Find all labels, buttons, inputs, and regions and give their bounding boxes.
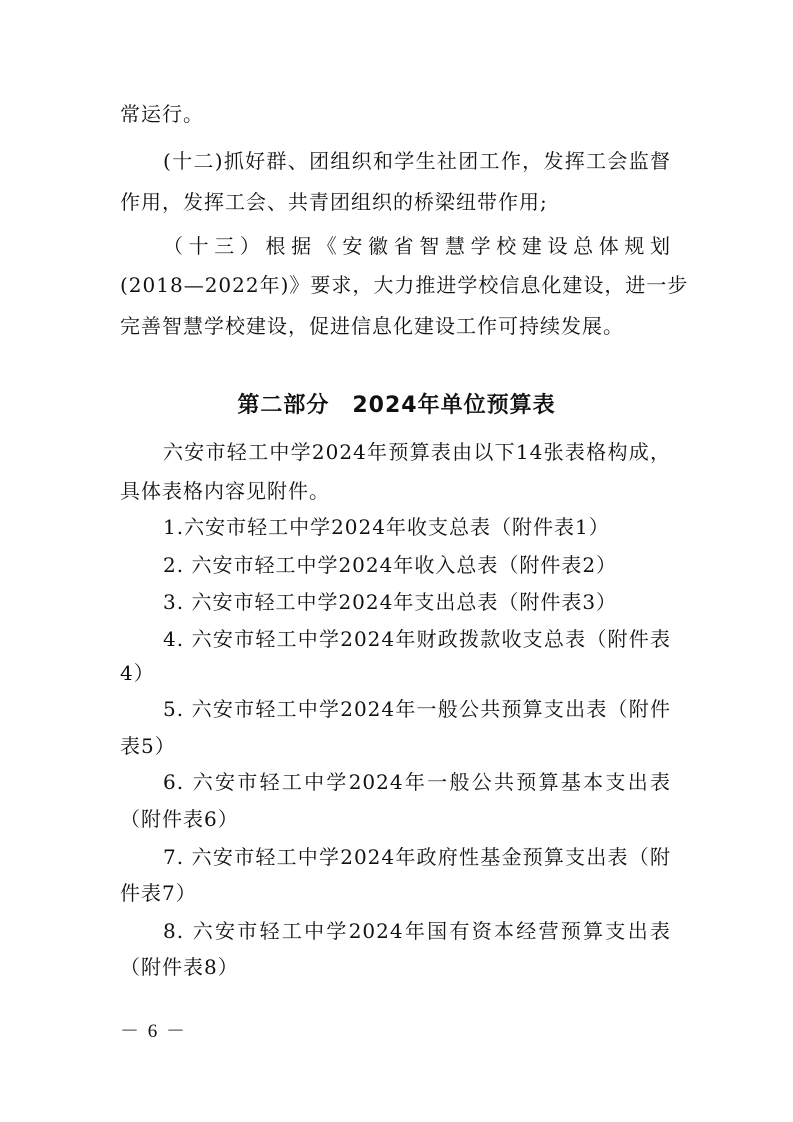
list-item-continuation: 4） xyxy=(120,661,155,685)
list-item-continuation: （附件表6） xyxy=(120,807,239,831)
list-item: 3. 六安市轻工中学2024年支出总表（附件表3） xyxy=(163,590,618,614)
list-item: 5. 六安市轻工中学2024年一般公共预算支出表（附件 xyxy=(163,697,671,721)
section-title: 第二部分 2024年单位预算表 xyxy=(237,393,556,418)
list-item: 6. 六安市轻工中学2024年一般公共预算基本支出表 xyxy=(163,770,671,794)
list-item-continuation: 件表7） xyxy=(120,881,197,905)
list-item: 2. 六安市轻工中学2024年收入总表（附件表2） xyxy=(163,553,618,577)
list-item: 7. 六安市轻工中学2024年政府性基金预算支出表（附 xyxy=(163,845,671,869)
page-number: － 6 － xyxy=(120,1021,188,1042)
paragraph-line: （十三）根据《安徽省智慧学校建设总体规划 xyxy=(163,234,671,258)
list-item-continuation: 表5） xyxy=(120,734,176,758)
paragraph-line: 作用，发挥工会、共青团组织的桥梁纽带作用; xyxy=(120,190,548,214)
list-item-continuation: （附件表8） xyxy=(120,955,239,979)
intro-line: 六安市轻工中学2024年预算表由以下14张表格构成， xyxy=(163,440,671,464)
paragraph-line: (2018—2022年)》要求，大力推进学校信息化建设，进一步 xyxy=(120,273,689,297)
intro-line: 具体表格内容见附件。 xyxy=(120,479,330,503)
list-item: 4. 六安市轻工中学2024年财政拨款收支总表（附件表 xyxy=(163,627,671,651)
paragraph-line: 完善智慧学校建设，促进信息化建设工作可持续发展。 xyxy=(120,314,624,338)
list-item: 1.六安市轻工中学2024年收支总表（附件表1） xyxy=(163,515,610,539)
paragraph-line: (十二)抓好群、团组织和学生社团工作，发挥工会监督 xyxy=(163,149,671,173)
paragraph-line: 常运行。 xyxy=(120,102,204,126)
list-item: 8. 六安市轻工中学2024年国有资本经营预算支出表 xyxy=(163,919,671,943)
